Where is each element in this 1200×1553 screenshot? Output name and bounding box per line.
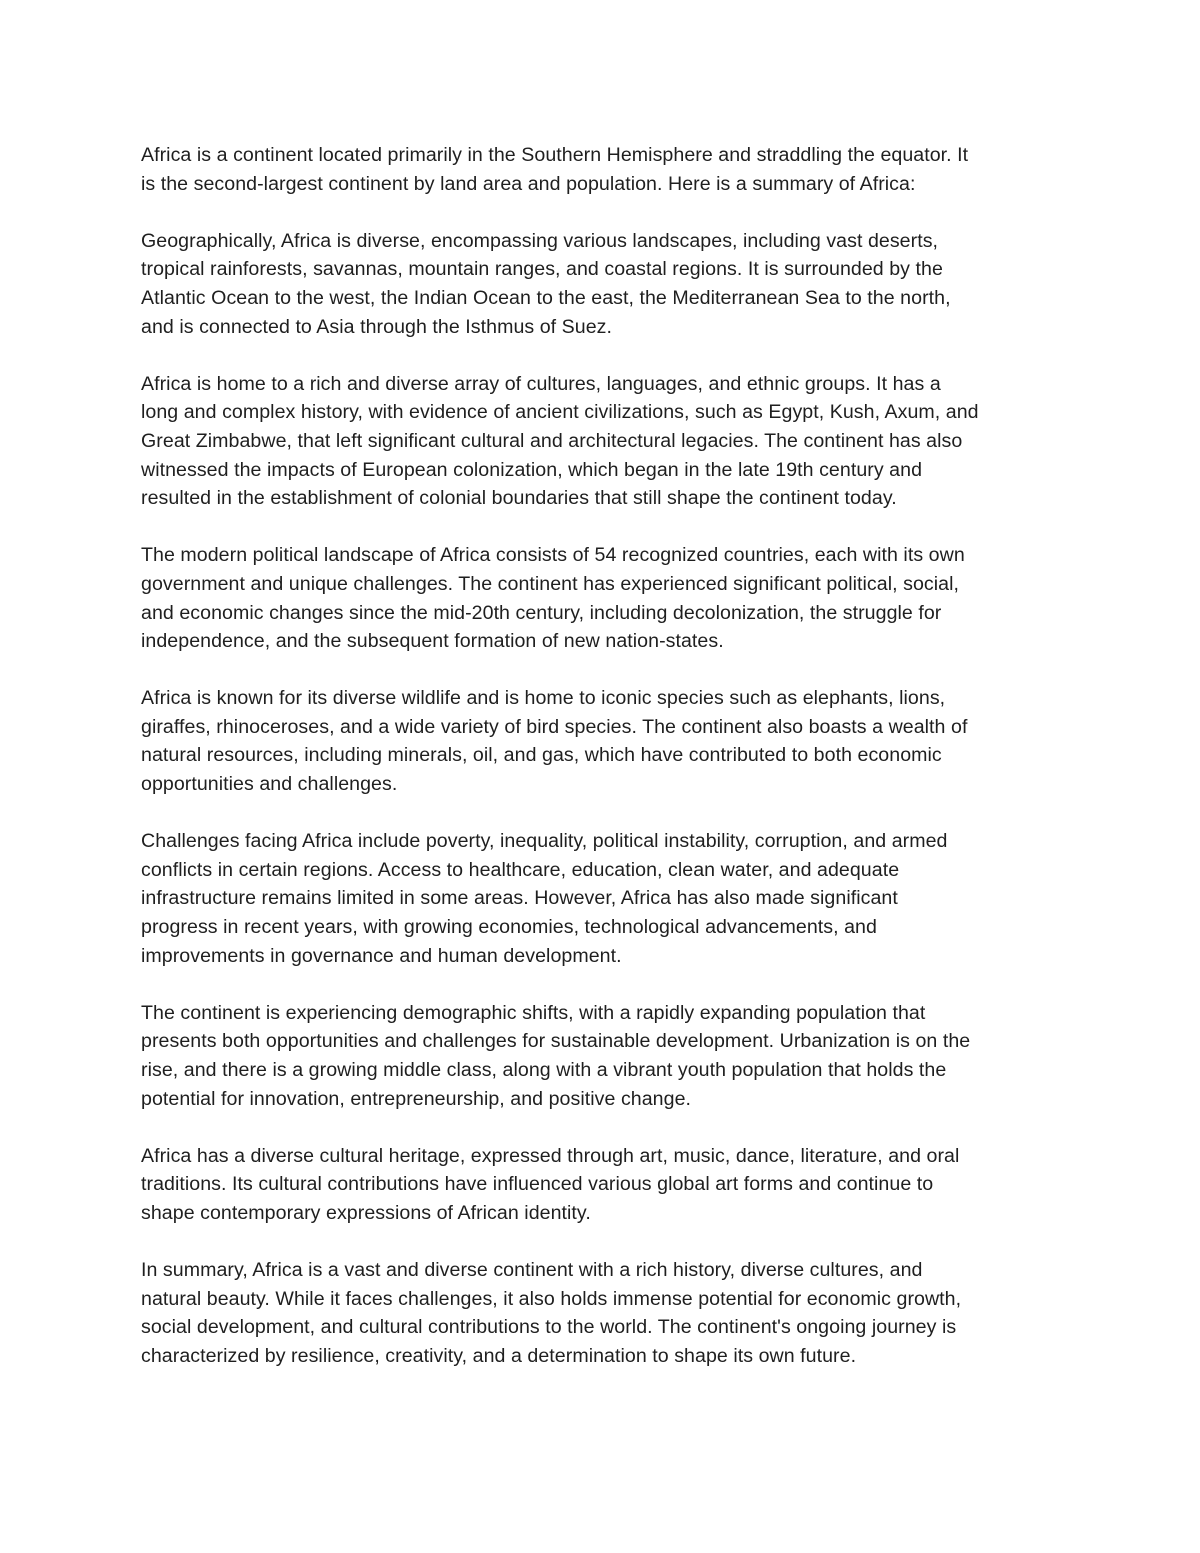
text-line: Africa is home to a rich and diverse array of cultures, languages, and ethnic groups. It has a: [141, 372, 941, 395]
paragraph: [141, 141, 1066, 198]
text-line: tropical rainforests, savannas, mountain ranges, and coastal regions. It is surrounded by the: [141, 258, 943, 281]
text-line: social development, and cultural contributions to the world. The continent's ongoing journey is: [141, 1316, 957, 1339]
text-line: Africa has a diverse cultural heritage, expressed through art, music, dance, literature, and oral: [141, 1144, 960, 1167]
text-line: giraffes, rhinoceroses, and a wide variety of bird species. The continent also boasts a wealth of: [141, 715, 968, 738]
document-body: [141, 141, 1066, 1399]
text-line: potential for innovation, entrepreneurship, and positive change.: [141, 1087, 692, 1110]
text-line: shape contemporary expressions of African identity.: [141, 1201, 591, 1224]
text-line: Africa is a continent located primarily in the Southern Hemisphere and straddling the equator. It: [141, 144, 969, 166]
text-line: infrastructure remains limited in some areas. However, Africa has also made significant: [141, 887, 898, 910]
text-line: natural resources, including minerals, oil, and gas, which have contributed to both economic: [141, 744, 942, 767]
text-line: and is connected to Asia through the Isthmus of Suez.: [141, 315, 613, 338]
text-line: The continent is experiencing demographic shifts, with a rapidly expanding population that: [141, 1001, 926, 1024]
text-line: In summary, Africa is a vast and diverse continent with a rich history, diverse cultures, and: [141, 1259, 923, 1282]
paragraph: [141, 684, 1066, 798]
text-line: progress in recent years, with growing economies, technological advancements, and: [141, 916, 877, 939]
paragraph: [141, 541, 1066, 655]
text-line: Challenges facing Africa include poverty, inequality, political instability, corruption, and armed: [141, 830, 948, 853]
text-line: opportunities and challenges.: [141, 773, 398, 796]
text-line: Atlantic Ocean to the west, the Indian Ocean to the east, the Mediterranean Sea to the north,: [141, 286, 951, 309]
text-line: natural beauty. While it faces challenges, it also holds immense potential for economic growth,: [141, 1287, 962, 1310]
text-line: witnessed the impacts of European colonization, which began in the late 19th century and: [141, 458, 923, 481]
text-line: Geographically, Africa is diverse, encompassing various landscapes, including vast deserts,: [141, 229, 939, 252]
text-line: The modern political landscape of Africa consists of 54 recognized countries, each with its own: [141, 544, 965, 567]
text-line: conflicts in certain regions. Access to healthcare, education, clean water, and adequate: [141, 858, 900, 881]
text-line: traditions. Its cultural contributions have influenced various global art forms and continue to: [141, 1173, 934, 1196]
paragraph: [141, 1142, 1066, 1228]
paragraph: [141, 999, 1066, 1113]
text-line: long and complex history, with evidence of ancient civilizations, such as Egypt, Kush, Axum, and: [141, 401, 979, 424]
text-line: presents both opportunities and challenges for sustainable development. Urbanization is on the: [141, 1030, 971, 1053]
text-line: Africa is known for its diverse wildlife and is home to iconic species such as elephants, lions,: [141, 687, 946, 710]
text-line: characterized by resilience, creativity, and a determination to shape its own future.: [141, 1344, 857, 1367]
text-line: resulted in the establishment of colonial boundaries that still shape the continent today.: [141, 487, 897, 510]
text-line: government and unique challenges. The continent has experienced significant political, social,: [141, 572, 959, 595]
paragraph: [141, 370, 1066, 513]
text-line: and economic changes since the mid-20th century, including decolonization, the struggle for: [141, 601, 942, 624]
paragraph: [141, 827, 1066, 970]
text-line: improvements in governance and human development.: [141, 944, 622, 967]
text-line: Great Zimbabwe, that left significant cultural and architectural legacies. The continent has also: [141, 429, 963, 452]
paragraph: [141, 1256, 1066, 1370]
paragraph: [141, 227, 1066, 341]
text-line: independence, and the subsequent formation of new nation-states.: [141, 630, 724, 653]
text-line: is the second-largest continent by land area and population. Here is a summary of Africa:: [141, 172, 916, 195]
text-line: rise, and there is a growing middle class, along with a vibrant youth population that holds the: [141, 1059, 947, 1081]
